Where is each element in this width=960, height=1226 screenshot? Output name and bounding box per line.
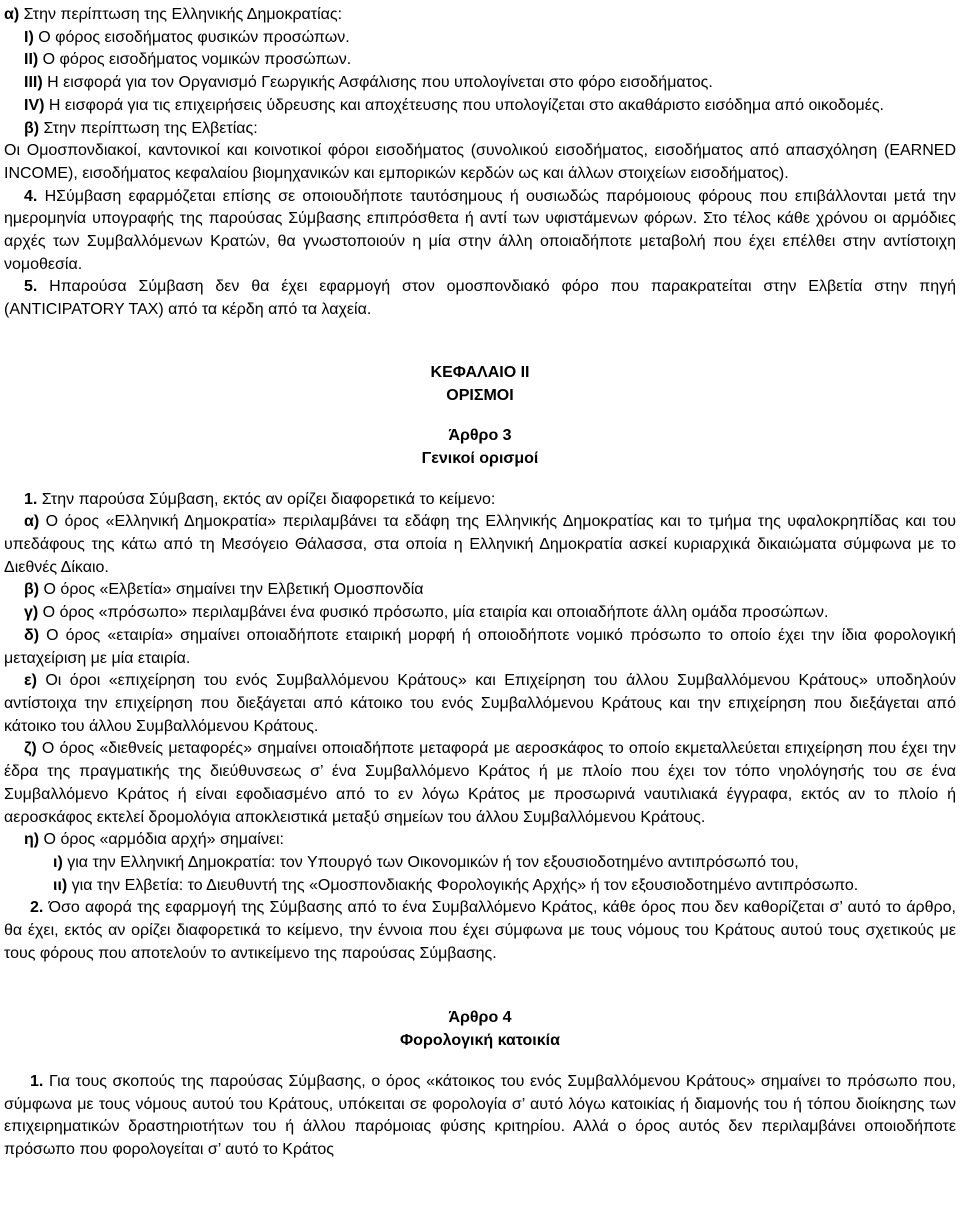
item-marker: 2. bbox=[30, 899, 44, 917]
article-title: Γενικοί ορισμοί bbox=[421, 449, 539, 467]
paragraph bbox=[4, 489, 956, 512]
item-marker: 4. bbox=[24, 187, 38, 205]
paragraph bbox=[4, 738, 956, 829]
paragraph bbox=[4, 95, 956, 118]
paragraph-text: Ο όρος «διεθνείς μεταφορές» σημαίνει οποιαδήποτε μεταφορά με αεροσκάφος το οποίο εκμεταλλεύεται επιχείρηση που έχει την έδρα της πραγματικής της διεύθυνσεως σ’ ένα Συμβαλλόμενο Κράτος ή με πλοίο που έχει τον τόπο νηολόγησής του σε ένα Συμβαλλόμενο Κράτος ή είναι εφοδιασμένο από το εν λόγω Κράτος με προσωρινά ναυτιλιακά έγγραφα, εκτός αν το πλοίο ή αεροσκάφος εκτελεί δρομολόγια αποκλειστικά μεταξύ σημείων του άλλου Συμβαλλόμενου Κράτους. bbox=[4, 740, 956, 826]
item-marker: η) bbox=[24, 831, 40, 849]
paragraph-text: Οι όροι «επιχείρηση του ενός Συμβαλλόμενου Κράτους» και Επιχείρηση του άλλου Συμβαλλόμενου Κράτους» υποδηλούν αντίστοιχα την επιχείρηση που διεξάγεται από κάτοικο του ενός Συμβαλλόμενου Κράτους και την επιχείρηση που διεξάγεται από κάτοικο του άλλου Συμβαλλόμενου Κράτους. bbox=[4, 672, 956, 735]
item-marker: 5. bbox=[24, 278, 38, 296]
paragraph-text: Στην περίπτωση της Ελληνικής Δημοκρατίας: bbox=[19, 6, 343, 23]
paragraph bbox=[4, 186, 956, 277]
paragraph bbox=[4, 4, 956, 27]
paragraph-text: Ο φόρος εισοδήματος φυσικών προσώπων. bbox=[33, 28, 350, 46]
item-marker: IV) bbox=[24, 96, 45, 114]
paragraph-text: για την Ελβετία: το Διευθυντή της «Ομοσπονδιακής Φορολογικής Αρχής» ή τον εξουσιοδοτημένο αντιπρόσωπο. bbox=[67, 876, 859, 894]
paragraph bbox=[4, 276, 956, 321]
paragraph bbox=[4, 118, 956, 141]
item-marker: I) bbox=[24, 28, 34, 46]
item-marker: ι) bbox=[53, 853, 63, 871]
paragraph-text: Η εισφορά για τις επιχειρήσεις ύδρευσης και αποχέτευσης που υπολογίζεται στο ακαθάριστο εισόδημα από οικοδομές. bbox=[44, 96, 884, 114]
paragraph-text: Ηπαρούσα Σύμβαση δεν θα έχει εφαρμογή στον ομοσπονδιακό φόρο που παρακρατείται στην Ελβετία στην πηγή (ANTICIPATORY TAX) από τα κέρδη από τα λαχεία. bbox=[4, 278, 956, 319]
paragraph bbox=[4, 1071, 956, 1162]
paragraph-text: Ο όρος «Ελβετία» σημαίνει την Ελβετική Ομοσπονδία bbox=[39, 581, 424, 599]
article-heading: Άρθρο 4 bbox=[448, 1009, 512, 1027]
paragraph-text: Για τους σκοπούς της παρούσας Σύμβασης, ο όρος «κάτοικος του ενός Συμβαλλόμενου Κράτους» σημαίνει το πρόσωπο που, σύμφωνα με τους νόμους αυτού του Κράτους, υπόκειται σε φορολογία σ’ αυτό λόγω κατοικίας ή διαμονής του ή τόπου διοίκησης των επιχειρηματικών δραστηριοτήτων του ή άλλου παρόμοιας φύσης κριτηρίου. Αλλά ο όρος αυτός δεν περιλαμβάνει οποιοδήποτε πρόσωπο που φορολογείται σ’ αυτό το Κράτος bbox=[4, 1072, 956, 1158]
paragraph-text: Στην παρούσα Σύμβαση, εκτός αν ορίζει διαφορετικά το κείμενο: bbox=[37, 490, 496, 508]
paragraph bbox=[4, 625, 956, 670]
article-title: Φορολογική κατοικία bbox=[400, 1032, 560, 1050]
paragraph bbox=[4, 72, 956, 95]
item-marker: δ) bbox=[24, 626, 40, 644]
article-heading: Άρθρο 3 bbox=[448, 427, 512, 445]
item-marker: γ) bbox=[24, 604, 39, 622]
paragraph bbox=[4, 602, 956, 625]
item-marker: α) bbox=[24, 513, 40, 531]
paragraph bbox=[4, 875, 956, 898]
item-marker: α) bbox=[4, 6, 20, 23]
item-marker: β) bbox=[24, 119, 40, 137]
paragraph bbox=[4, 27, 956, 50]
item-marker: 1. bbox=[24, 490, 38, 508]
paragraph-text: Ο όρος «εταιρία» σημαίνει οποιαδήποτε εταιρική μορφή ή οποιοδήποτε νομικό πρόσωπο το οποίο έχει την ίδια φορολογική μεταχείριση με μία εταιρία. bbox=[4, 626, 956, 667]
paragraph-text: Οι Ομοσπονδιακοί, καντονικοί και κοινοτικοί φόροι εισοδήματος (συνολικού εισοδήματος, εισοδήματος από απασχόληση (EARNED INCOME), εισοδήματος κεφαλαίου βιομηχανικών και εμπορικών κερδών ως και άλλων στοιχείων εισοδήματος). bbox=[4, 142, 956, 182]
paragraph bbox=[4, 670, 956, 738]
item-marker: ε) bbox=[24, 672, 37, 690]
paragraph-text: Ο φόρος εισοδήματος νομικών προσώπων. bbox=[38, 51, 352, 69]
chapter-title: ΟΡΙΣΜΟΙ bbox=[446, 386, 514, 404]
paragraph bbox=[4, 852, 956, 875]
item-marker: ζ) bbox=[24, 740, 37, 758]
item-marker: 1. bbox=[30, 1072, 44, 1090]
paragraph bbox=[4, 49, 956, 72]
paragraph bbox=[4, 829, 956, 852]
paragraph-text: για την Ελληνική Δημοκρατία: τον Υπουργό των Οικονομικών ή τον εξουσιοδοτημένο αντιπρόσωπό του, bbox=[62, 853, 799, 871]
paragraph-text: Ο όρος «Ελληνική Δημοκρατία» περιλαμβάνει τα εδάφη της Ελληνικής Δημοκρατίας και το τμήμα της υφαλοκρηπίδας και του υπεδάφους της κάτω από τη Μεσόγειο Θάλασσα, στα οποία η Ελληνική Δημοκρατία ασκεί κυριαρχικά δικαιώματα σύμφωνα με το Διεθνές Δίκαιο. bbox=[4, 513, 956, 576]
chapter-heading: ΚΕΦΑΛΑΙΟ ΙΙ bbox=[430, 363, 530, 381]
paragraph bbox=[4, 579, 956, 602]
item-marker: ιι) bbox=[53, 876, 68, 894]
item-marker: β) bbox=[24, 581, 40, 599]
paragraph-text: ΗΣύμβαση εφαρμόζεται επίσης σε οποιουδήποτε ταυτόσημους ή ουσιωδώς παρόμοιους φόρους που επιβάλλονται μετά την ημερομηνία υπογραφής της παρούσας Σύμβασης επιπρόσθετα ή αντί των υφιστάμενων φόρων. Στο τέλος κάθε χρόνου οι αρμόδιες αρχές των Συμβαλλόμενων Κρατών, θα γνωστοποιούν η μία στην άλλη οποιαδήποτε μεταβολή που έχει επέλθει στην αντίστοιχη νομοθεσία. bbox=[4, 187, 956, 273]
paragraph bbox=[4, 140, 956, 185]
paragraph-text: Στην περίπτωση της Ελβετίας: bbox=[39, 119, 258, 137]
item-marker: II) bbox=[24, 51, 39, 69]
paragraph bbox=[4, 511, 956, 579]
item-marker: III) bbox=[24, 74, 43, 92]
paragraph-text: Όσο αφορά της εφαρμογή της Σύμβασης από το ένα Συμβαλλόμενο Κράτος, κάθε όρος που δεν καθορίζεται σ’ αυτό το άρθρο, θα έχει, εκτός αν ορίζει διαφορετικά το κείμενο, την έννοια που έχει σύμφωνα με τους νόμους του Κράτους αυτού τους σχετικούς με τους φόρους που αποτελούν το αντικείμενο της παρούσας Σύμβασης. bbox=[4, 899, 956, 962]
paragraph bbox=[4, 897, 956, 965]
paragraph-text: Ο όρος «πρόσωπο» περιλαμβάνει ένα φυσικό πρόσωπο, μία εταιρία και οποιαδήποτε άλλη ομάδα προσώπων. bbox=[38, 604, 829, 622]
paragraph-text: Ο όρος «αρμόδια αρχή» σημαίνει: bbox=[39, 831, 284, 849]
paragraph-text: Η εισφορά για τον Οργανισμό Γεωργικής Ασφάλισης που υπολογίνεται στο φόρο εισοδήματος. bbox=[42, 74, 713, 92]
